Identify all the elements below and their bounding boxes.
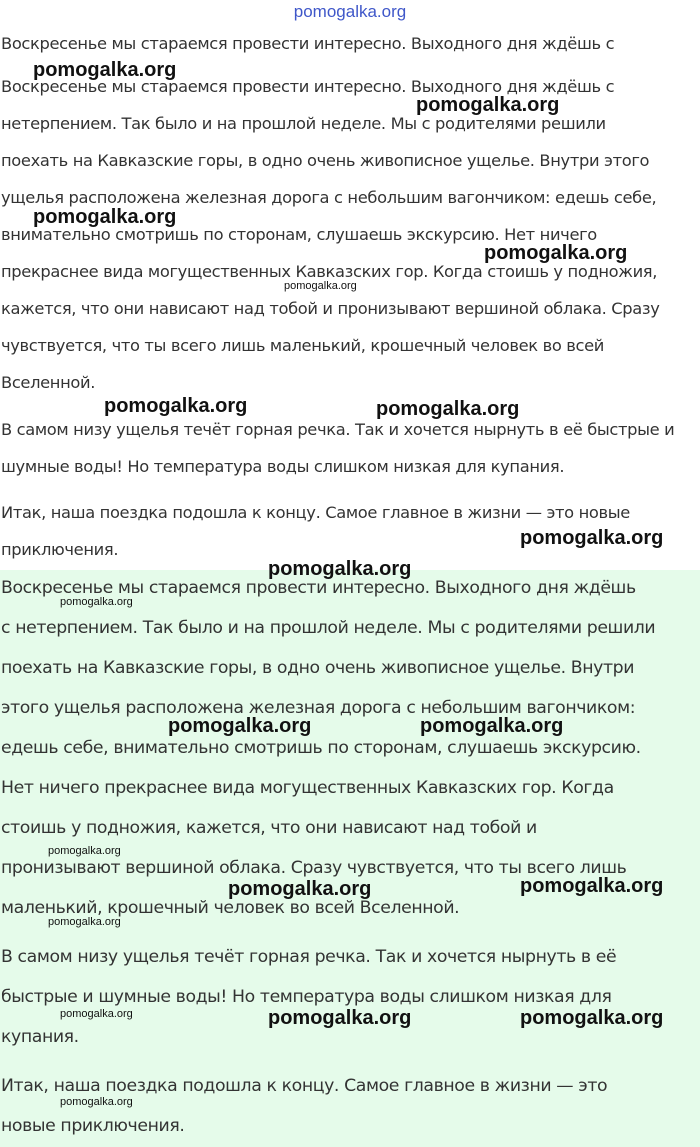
text-line: Нет ничего прекраснее вида могущественных Кавказских гор. Когда <box>1 778 614 798</box>
text-line: чувствуется, что ты всего лишь маленький, крошечный человек во всей <box>1 336 605 355</box>
watermark: pomogalka.org <box>284 280 357 292</box>
top-text-block <box>0 0 700 570</box>
text-line: с нетерпением. Так было и на прошлой неделе. Мы с родителями решили <box>1 618 656 638</box>
watermark: pomogalka.org <box>168 715 312 737</box>
watermark: pomogalka.org <box>484 242 628 264</box>
watermark: pomogalka.org <box>33 59 177 81</box>
text-line: Вселенной. <box>1 373 96 392</box>
text-line: ущелья расположена железная дорога с небольшим вагончиком: едешь себе, <box>1 188 657 207</box>
text-line: Воскресенье мы стараемся провести интересно. Выходного дня ждёшь с <box>1 77 615 96</box>
text-line: маленький, крошечный человек во всей Вселенной. <box>1 898 460 918</box>
text-line: кажется, что они нависают над тобой и пронизывают вершиной облака. Сразу <box>1 299 660 318</box>
text-line: поехать на Кавказские горы, в одно очень живописное ущелье. Внутри <box>1 658 635 678</box>
text-line: быстрые и шумные воды! Но температура воды слишком низкая для <box>1 987 612 1007</box>
text-line: стоишь у подножия, кажется, что они нависают над тобой и <box>1 818 537 838</box>
watermark: pomogalka.org <box>420 715 564 737</box>
text-line: Воскресенье мы стараемся провести интересно. Выходного дня ждёшь с <box>1 34 615 53</box>
text-line: этого ущелья расположена железная дорога с небольшим вагончиком: <box>1 698 636 718</box>
watermark: pomogalka.org <box>104 395 248 417</box>
watermark: pomogalka.org <box>416 94 560 116</box>
watermark: pomogalka.org <box>268 558 412 580</box>
watermark: pomogalka.org <box>520 875 664 897</box>
watermark: pomogalka.org <box>228 878 372 900</box>
text-line: поехать на Кавказские горы, в одно очень живописное ущелье. Внутри этого <box>1 151 650 170</box>
watermark: pomogalka.org <box>48 845 121 857</box>
watermark: pomogalka.org <box>60 1008 133 1020</box>
text-line: Итак, наша поездка подошла к концу. Самое главное в жизни — это <box>1 1076 608 1096</box>
text-line: прекраснее вида могущественных Кавказских гор. Когда стоишь у подножия, <box>1 262 658 281</box>
text-line: внимательно смотришь по сторонам, слушаешь экскурсию. Нет ничего <box>1 225 597 244</box>
watermark: pomogalka.org <box>48 916 121 928</box>
text-line: Итак, наша поездка подошла к концу. Самое главное в жизни — это новые <box>1 503 630 522</box>
text-line: В самом низу ущелья течёт горная речка. Так и хочется нырнуть в её <box>1 947 617 967</box>
text-line: В самом низу ущелья течёт горная речка. Так и хочется нырнуть в её быстрые и <box>1 420 675 439</box>
text-line: нетерпением. Так было и на прошлой неделе. Мы с родителями решили <box>1 114 606 133</box>
text-line: купания. <box>1 1027 79 1047</box>
watermark: pomogalka.org <box>520 527 664 549</box>
text-line: шумные воды! Но температура воды слишком низкая для купания. <box>1 457 565 476</box>
watermark: pomogalka.org <box>520 1007 664 1029</box>
site-header-link[interactable]: pomogalka.org <box>293 2 407 21</box>
text-line: приключения. <box>1 540 119 559</box>
text-line: едешь себе, внимательно смотришь по сторонам, слушаешь экскурсию. <box>1 738 641 758</box>
text-line: пронизывают вершиной облака. Сразу чувствуется, что ты всего лишь <box>1 858 627 878</box>
watermark: pomogalka.org <box>376 398 520 420</box>
watermark: pomogalka.org <box>60 596 133 608</box>
green-text-block <box>0 570 700 1147</box>
watermark: pomogalka.org <box>268 1007 412 1029</box>
watermark: pomogalka.org <box>33 206 177 228</box>
text-line: Воскресенье мы стараемся провести интересно. Выходного дня ждёшь <box>1 578 636 598</box>
text-line: новые приключения. <box>1 1116 185 1136</box>
watermark: pomogalka.org <box>60 1096 133 1108</box>
